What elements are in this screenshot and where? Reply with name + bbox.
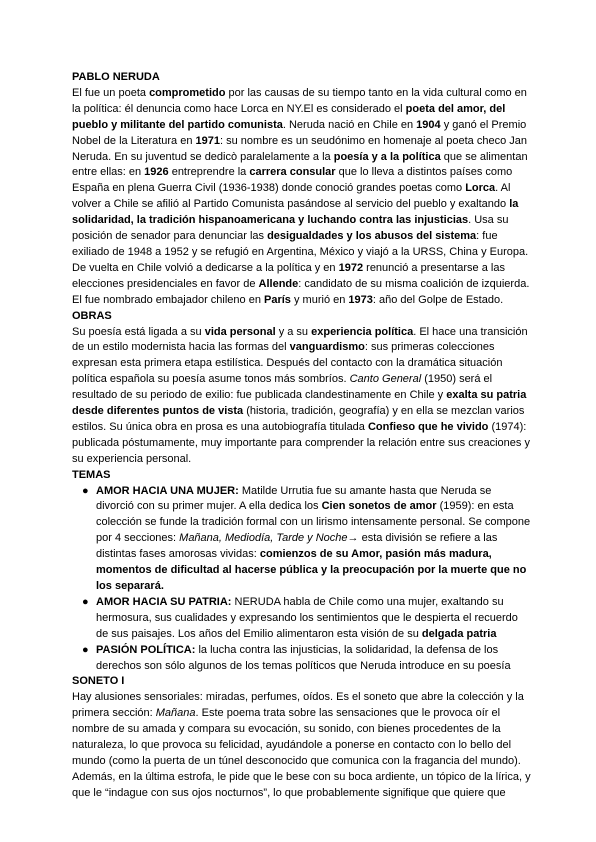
temas-item-text [96,596,518,640]
bold-text: 1973 [348,293,373,306]
bold-text: PASIÓN POLÍTICA: [96,643,196,656]
bold-text: Cien sonetos de amor [321,500,437,513]
temas-item-amor-mujer [72,484,532,595]
bold-text: AMOR HACIA SU PATRIA: [96,595,232,608]
text-run: (historia, tradición, geografía) y en ella se mezclan varios estilos. Su única obra en prosa es una autobiografía titulada [72,405,525,433]
text-run: Su poesía está ligada a su [72,325,205,338]
bold-text: comienzos de su Amor, pasión más madura, momentos de dificultad al hacerse pública y la preocupación por la muerte que no los separará. [96,548,527,592]
temas-heading: TEMAS [72,468,111,481]
text-run: : su nombre es un seudónimo en homenaje al poeta checo Jan Neruda. En su juventud se dedicò paralelamente a la [72,134,527,163]
soneto-heading: SONETO I [72,675,125,688]
bold-text: exalta su patria desde diferentes puntos de vista [72,389,527,418]
bold-text: vida personal [204,325,276,338]
text-run: (1959): en esta colección se funde la tradición formal con un lirismo intensamente personal. Se compone por 4 secciones: [96,500,531,545]
bold-text: 1972 [338,261,364,274]
bio-paragraph [72,86,532,309]
bold-text: vanguardismo [289,341,365,354]
text-run: entreprendre la [168,166,250,179]
bold-text: Allende [258,277,299,290]
text-run: NERUDA habla de Chile como una mujer, exaltando su hermosura, sus cualidades y expresando los sentimientos que le despierta el recuerdo de sus paisajes. Los años del Emilio alimentaron esta visión de su [96,595,518,640]
text-run: que se alimentan entre ellas: en [72,150,528,179]
text-run: . Neruda nació en Chile en [282,118,417,131]
bold-text: comprometido [149,86,226,99]
temas-list [72,484,532,675]
obras-heading: OBRAS [72,309,112,322]
text-run: Hay alusiones sensoriales: miradas, perfumes, oídos. Es el soneto que abre la colección y la primera sección: [72,691,524,720]
text-run: . El hace una transición de un estilo modernista hacia las formas del [72,325,528,354]
italic-text: Mañana [155,707,196,720]
bold-text: 1926 [144,166,169,179]
text-run: . Usa su posición de senador para denunciar las [72,214,509,243]
temas-item-text [96,485,530,592]
text-run: → esta división se refiere a las distintas fases amorosas vividas: [96,532,498,561]
title-heading: PABLO NERUDA [72,71,160,83]
text-run: . Este poema trata sobre las sensaciones que le provoca oír el nombre de su amada y compara su evocación, su sonido, con bienes procedentes de la naturaleza, lo que provoca su felicidad, ayudándole a ponerse en contacto con lo bello del mundo (como la puerta de un túnel desconocido que comunica con la fragancia del mundo). Además, en la última estrofa, le pide que le bese con su boca ardiente, un tópico de la lírica, y que le “indague con sus ojos nocturnos”, lo que probablemente signifique que quiere que [72,707,531,799]
bold-text: experiencia política [311,325,414,338]
bold-text: carrera consular [249,166,336,179]
text-run: la lucha contra las injusticias, la solidaridad, la defensa de los derechos son sólo algunos de los temas políticos que Neruda introduce en su poesía [96,643,511,672]
text-run: (1950) será el resultado de su periodo de exilio: fue publicada clandestinamente en Chile y [72,373,493,402]
text-run: : año del Golpe de Estado. [372,293,504,306]
text-run: por las causas de su tiempo tanto en la vida cultural como en la política: él denuncia como hace Lorca en NY.El es considerado el [72,86,527,115]
temas-item-amor-patria [72,595,532,643]
bold-text: la solidaridad, la tradición hispanoamericana y luchando contra las injusticias [72,198,519,227]
text-run: : candidato de su misma coalición de izquierda. El fue nombrado embajador chileno en [72,277,530,306]
bullet-icon: ● [82,595,89,608]
obras-paragraph [72,325,532,468]
bold-text: poesía y a la política [333,150,441,163]
text-run: que lo lleva a distintos países como España en plena Guerra Civil (1936-1938) donde conoció grandes poetas como [72,166,513,195]
text-run: (1974): publicada póstumamente, muy importante para comprender la relación entre sus creaciones y su experiencia personal. [72,420,530,465]
bold-text: Lorca [465,182,496,195]
bold-text: 1904 [416,118,441,131]
text-run: . Al volver a Chile se afilió al Partido Comunista pasándose al servicio del pueblo y exaltando [72,182,511,211]
bold-text: AMOR HACIA UNA MUJER: [96,484,239,497]
italic-text: Canto General [349,373,422,386]
bullet-icon: ● [82,643,89,656]
bold-text: París [264,293,291,306]
text-run: y a su [275,325,312,338]
bullet-icon: ● [82,484,89,497]
bold-text: delgada patria [421,627,497,640]
text-run: y murió en [290,293,349,306]
text-run: y ganó el Premio Nobel de la Literatura en [72,118,527,147]
text-run: El fue un poeta [72,86,150,99]
text-run: renunció a presentarse a las elecciones presidenciales en favor de [72,261,505,290]
bold-text: 1971 [195,134,221,147]
bold-text: Confieso que he vivido [367,420,489,433]
temas-item-pasion-politica [72,643,532,675]
temas-item-text [96,644,511,672]
text-run: Matilde Urrutia fue su amante hasta que Neruda se divorció con su primer mujer. A ella dedica los [96,484,492,513]
italic-text: Mañana, Mediodía, Tarde y Noche [179,532,348,545]
text-run: : fue exiliado de 1948 a 1952 y se refugió en Argentina, México y viajó a la URSS, China y Europa. De vuelta en Chile volvió a dedicarse a la política y en [72,230,529,274]
soneto-paragraph [72,690,532,801]
text-run: : sus primeras colecciones expresan esta primera etapa estilística. Después del contacto con la dramática situación política española su poesía asume tonos más sombríos. [72,341,503,386]
document-page [72,70,532,802]
bold-text: poeta del amor, del pueblo y militante del partido comunista [72,102,506,131]
bold-text: desigualdades y los abusos del sistema [267,230,477,243]
